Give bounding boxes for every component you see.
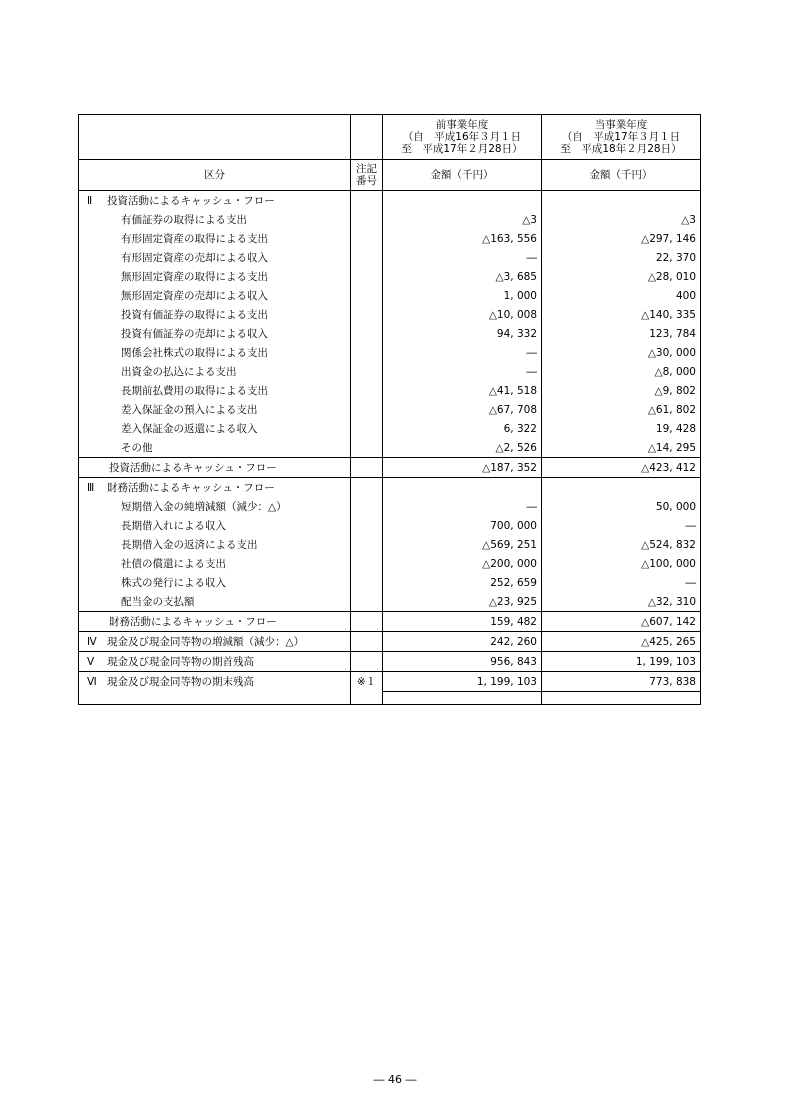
header-period-row: [79, 115, 701, 160]
table-row: [79, 400, 701, 419]
summary-row: [79, 652, 701, 672]
row-prev-value: 956, 843: [383, 652, 542, 672]
row-label: [79, 191, 351, 211]
row-note: [351, 419, 383, 438]
row-note: [351, 573, 383, 592]
row-note: [351, 612, 383, 632]
row-label-text: 投資活動によるキャッシュ・フロー: [107, 194, 275, 207]
row-note: [351, 210, 383, 229]
section-label-header: 区分: [79, 160, 351, 191]
row-note: [351, 305, 383, 324]
row-label: 長期借入金の返済による支出: [79, 535, 351, 554]
row-note: [351, 438, 383, 458]
row-note: [351, 229, 383, 248]
row-label: その他: [79, 438, 351, 458]
row-roman: Ⅱ: [87, 194, 93, 207]
header-blank-cell: [79, 115, 351, 160]
row-roman: Ⅳ: [87, 635, 97, 648]
prev-amount-header: 金額（千円）: [383, 160, 542, 191]
row-curr-value: △423, 412: [542, 458, 701, 478]
table-row: [79, 516, 701, 535]
row-prev-value: △67, 708: [383, 400, 542, 419]
table-row: [79, 267, 701, 286]
row-prev-value: △41, 518: [383, 381, 542, 400]
table-row: [79, 438, 701, 458]
row-curr-value: △32, 310: [542, 592, 701, 612]
row-prev-value: △23, 925: [383, 592, 542, 612]
row-curr-value: △100, 000: [542, 554, 701, 573]
row-note: [351, 248, 383, 267]
subtotal-row: [79, 612, 701, 632]
cash-flow-table: [78, 114, 701, 705]
end-cell: [383, 692, 542, 705]
curr-year-from: （自 平成17年３月１日: [561, 131, 681, 143]
row-label: 投資有価証券の取得による支出: [79, 305, 351, 324]
row-label: 無形固定資産の売却による収入: [79, 286, 351, 305]
curr-year-header: [542, 115, 701, 160]
row-note: [351, 592, 383, 612]
row-curr-value: △8, 000: [542, 362, 701, 381]
row-note: [351, 516, 383, 535]
row-roman: Ⅴ: [87, 655, 95, 668]
table-row: [79, 229, 701, 248]
row-curr-value: △28, 010: [542, 267, 701, 286]
row-note: [351, 632, 383, 652]
row-curr-value: [542, 191, 701, 211]
row-curr-value: 123, 784: [542, 324, 701, 343]
curr-year-to: 至 平成18年２月28日）: [560, 143, 682, 155]
page-number: ― 46 ―: [373, 1073, 417, 1086]
table-row: [79, 324, 701, 343]
row-note: [351, 554, 383, 573]
table-row: [79, 381, 701, 400]
row-curr-value: 400: [542, 286, 701, 305]
note-number-header: [351, 160, 383, 191]
row-label: 投資活動によるキャッシュ・フロー: [79, 458, 351, 478]
row-label: [79, 672, 351, 692]
row-label: 出資金の払込による支出: [79, 362, 351, 381]
row-note: ※１: [351, 672, 383, 692]
row-prev-value: 94, 332: [383, 324, 542, 343]
row-prev-value: 6, 322: [383, 419, 542, 438]
row-label: 関係会社株式の取得による支出: [79, 343, 351, 362]
prev-year-header: [383, 115, 542, 160]
row-label: 有形固定資産の取得による支出: [79, 229, 351, 248]
row-curr-value: △140, 335: [542, 305, 701, 324]
row-prev-value: 1, 199, 103: [383, 672, 542, 692]
row-label: 長期借入れによる収入: [79, 516, 351, 535]
row-curr-value: △14, 295: [542, 438, 701, 458]
row-curr-value: △607, 142: [542, 612, 701, 632]
table-row: [79, 419, 701, 438]
row-prev-value: 1, 000: [383, 286, 542, 305]
row-prev-value: ―: [383, 248, 542, 267]
header-label-row: [79, 160, 701, 191]
row-label-text: 現金及び現金同等物の期首残高: [107, 655, 254, 668]
row-prev-value: △163, 556: [383, 229, 542, 248]
row-note: [351, 191, 383, 211]
table-row: [79, 248, 701, 267]
row-note: [351, 652, 383, 672]
note-label-line1: 注記: [356, 163, 377, 175]
row-curr-value: [542, 478, 701, 498]
row-note: [351, 267, 383, 286]
row-label: [79, 652, 351, 672]
row-note: [351, 478, 383, 498]
row-curr-value: △9, 802: [542, 381, 701, 400]
row-curr-value: 22, 370: [542, 248, 701, 267]
prev-year-from: （自 平成16年３月１日: [402, 131, 522, 143]
row-curr-value: △297, 146: [542, 229, 701, 248]
row-note: [351, 343, 383, 362]
row-label: 差入保証金の預入による支出: [79, 400, 351, 419]
row-prev-value: 252, 659: [383, 573, 542, 592]
row-curr-value: ―: [542, 516, 701, 535]
row-note: [351, 381, 383, 400]
table-row: [79, 286, 701, 305]
row-label: 無形固定資産の取得による支出: [79, 267, 351, 286]
row-label: 有価証券の取得による支出: [79, 210, 351, 229]
table-row: [79, 554, 701, 573]
table-row: [79, 592, 701, 612]
table-row: [79, 362, 701, 381]
row-prev-value: ―: [383, 497, 542, 516]
row-note: [351, 400, 383, 419]
end-cell: [79, 692, 351, 705]
row-curr-value: △524, 832: [542, 535, 701, 554]
row-label: 株式の発行による収入: [79, 573, 351, 592]
row-curr-value: 1, 199, 103: [542, 652, 701, 672]
row-note: [351, 497, 383, 516]
row-note: [351, 286, 383, 305]
table-row: [79, 573, 701, 592]
table-row: [79, 191, 701, 211]
row-prev-value: △187, 352: [383, 458, 542, 478]
row-prev-value: △10, 008: [383, 305, 542, 324]
row-note: [351, 362, 383, 381]
row-prev-value: [383, 191, 542, 211]
row-prev-value: △569, 251: [383, 535, 542, 554]
row-prev-value: △3: [383, 210, 542, 229]
header-note-blank-cell: [351, 115, 383, 160]
row-curr-value: 773, 838: [542, 672, 701, 692]
row-note: [351, 324, 383, 343]
row-prev-value: 700, 000: [383, 516, 542, 535]
row-prev-value: △3, 685: [383, 267, 542, 286]
table-row: [79, 210, 701, 229]
row-prev-value: [383, 478, 542, 498]
table-end-row: [79, 692, 701, 705]
row-roman: Ⅲ: [87, 481, 95, 494]
row-prev-value: ―: [383, 362, 542, 381]
row-label: 配当金の支払額: [79, 592, 351, 612]
row-prev-value: △2, 526: [383, 438, 542, 458]
row-label: 短期借入金の純増減額（減少：△）: [79, 497, 351, 516]
row-prev-value: 242, 260: [383, 632, 542, 652]
row-label-text: 現金及び現金同等物の期末残高: [107, 675, 254, 688]
end-cell: [351, 692, 383, 705]
row-label: 差入保証金の返還による収入: [79, 419, 351, 438]
row-label: 有形固定資産の売却による収入: [79, 248, 351, 267]
row-prev-value: 159, 482: [383, 612, 542, 632]
row-label: 財務活動によるキャッシュ・フロー: [79, 612, 351, 632]
row-prev-value: △200, 000: [383, 554, 542, 573]
table-row: [79, 305, 701, 324]
subtotal-row: [79, 458, 701, 478]
row-label: 長期前払費用の取得による支出: [79, 381, 351, 400]
row-label-text: 財務活動によるキャッシュ・フロー: [107, 481, 275, 494]
curr-year-title: 当事業年度: [594, 119, 648, 131]
summary-row: [79, 672, 701, 692]
summary-row: [79, 632, 701, 652]
row-label-text: 現金及び現金同等物の増減額（減少：△）: [107, 635, 305, 648]
row-curr-value: 50, 000: [542, 497, 701, 516]
row-label: 社債の償還による支出: [79, 554, 351, 573]
row-curr-value: △61, 802: [542, 400, 701, 419]
prev-year-title: 前事業年度: [435, 119, 489, 131]
end-cell: [542, 692, 701, 705]
row-curr-value: 19, 428: [542, 419, 701, 438]
row-label: 投資有価証券の売却による収入: [79, 324, 351, 343]
row-label: [79, 478, 351, 498]
row-curr-value: △425, 265: [542, 632, 701, 652]
row-curr-value: ―: [542, 573, 701, 592]
prev-year-to: 至 平成17年２月28日）: [401, 143, 523, 155]
table-row: [79, 343, 701, 362]
row-prev-value: ―: [383, 343, 542, 362]
table-row: [79, 497, 701, 516]
row-note: [351, 458, 383, 478]
row-roman: Ⅵ: [87, 675, 97, 688]
table-row: [79, 478, 701, 498]
note-label-line2: 番号: [356, 175, 377, 187]
row-label: [79, 632, 351, 652]
row-note: [351, 535, 383, 554]
row-curr-value: △30, 000: [542, 343, 701, 362]
curr-amount-header: 金額（千円）: [542, 160, 701, 191]
table-row: [79, 535, 701, 554]
row-curr-value: △3: [542, 210, 701, 229]
